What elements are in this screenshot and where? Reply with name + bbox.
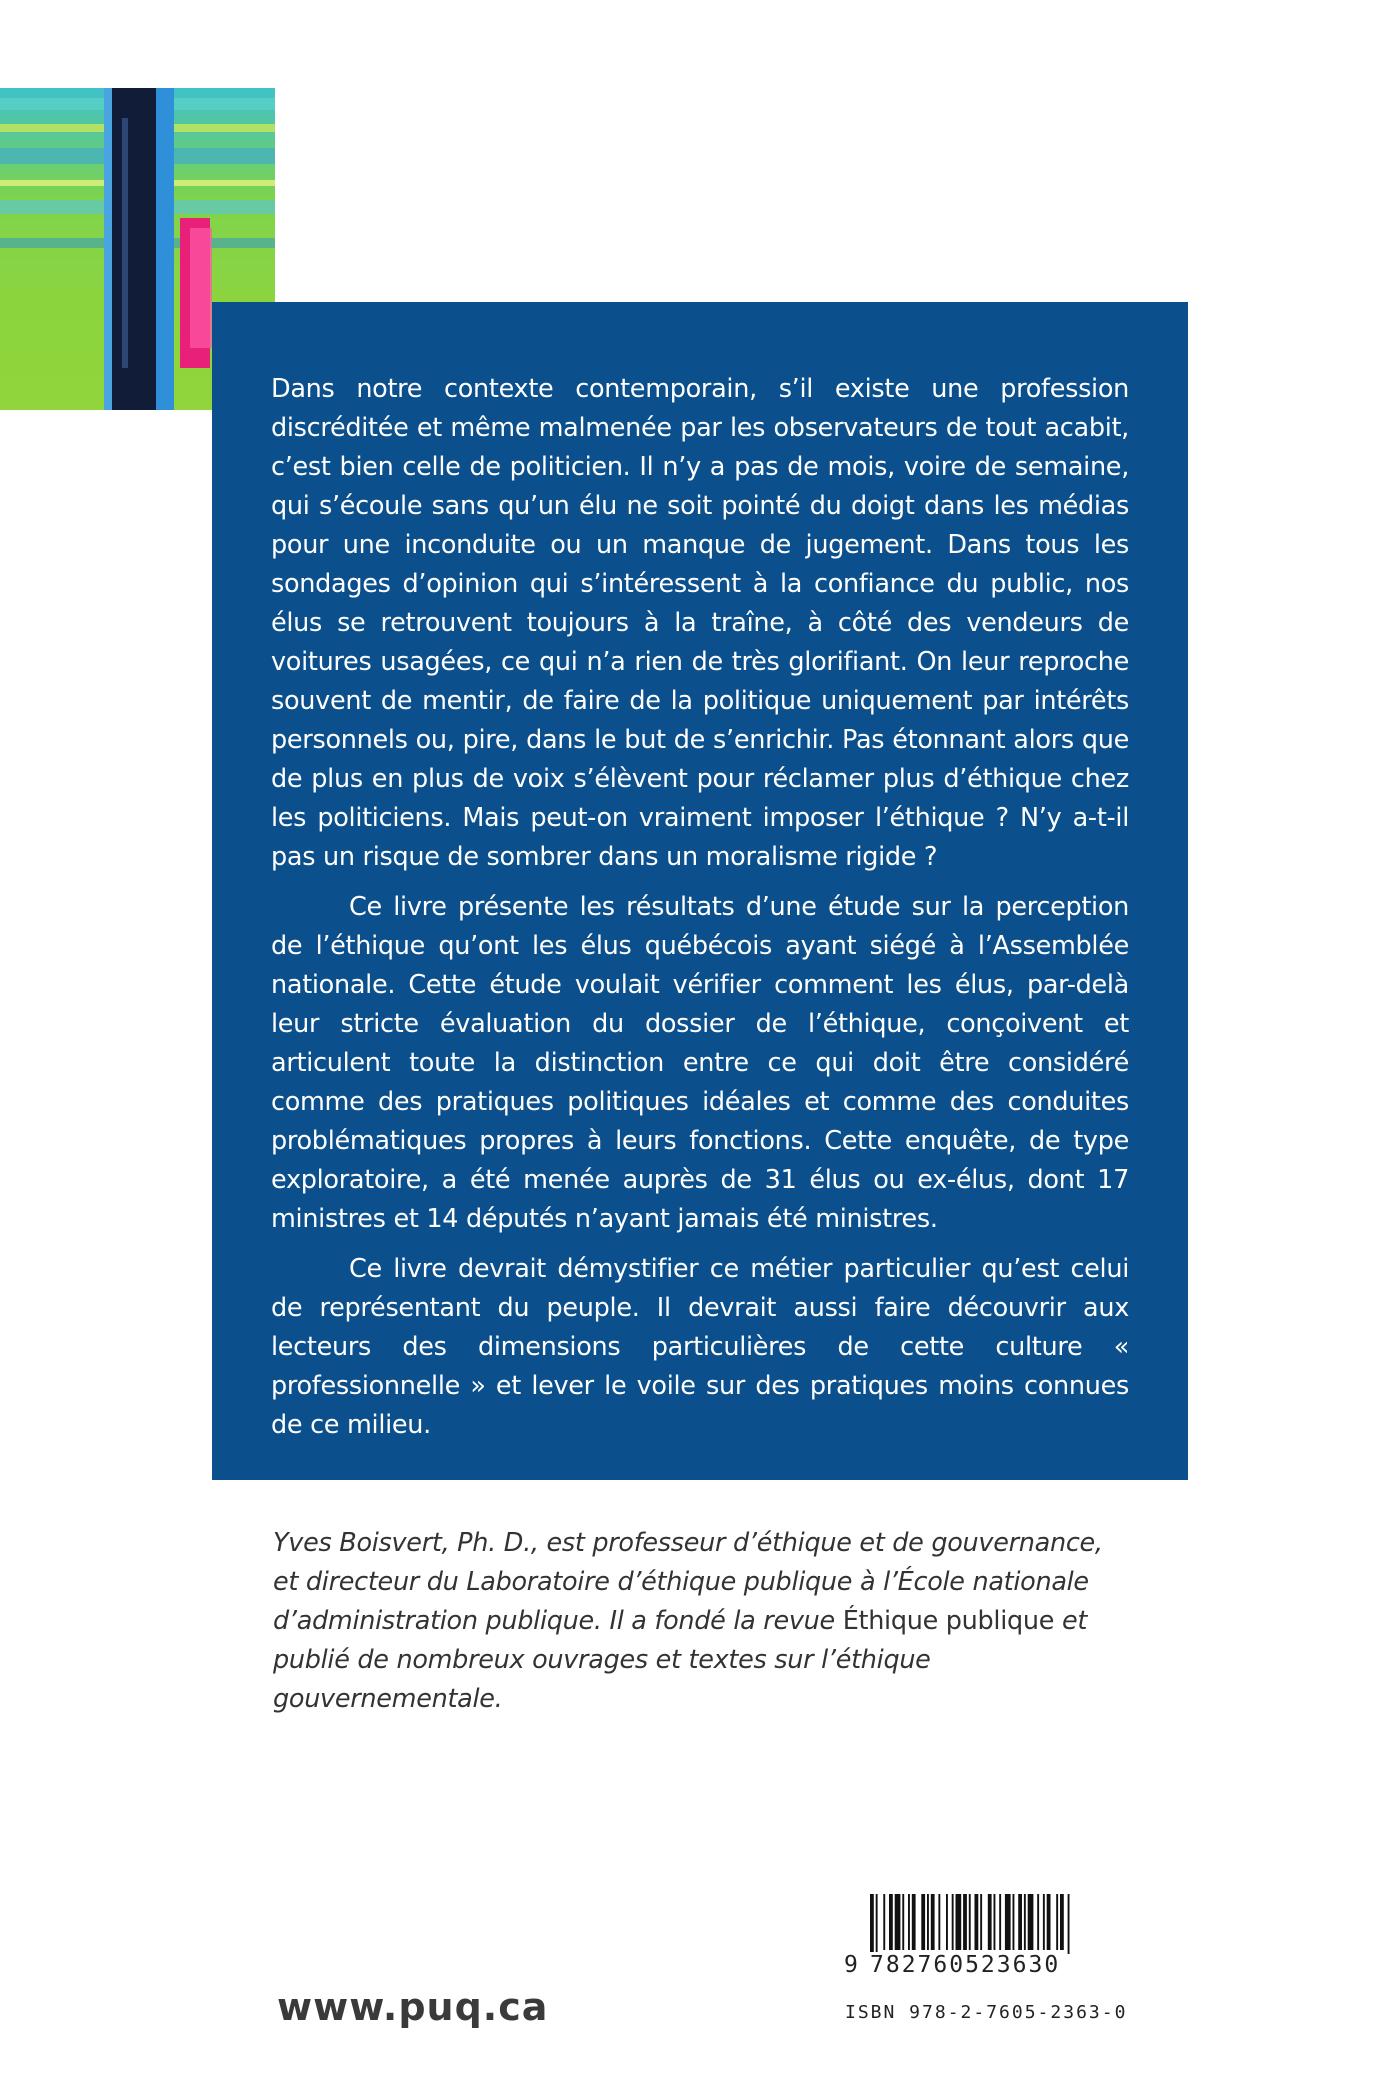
barcode-bar [1018,1894,1022,1950]
author-bio [273,1524,1133,1719]
barcode-bar [1047,1894,1051,1950]
blurb-text [271,370,1129,1456]
barcode-bar [1024,1894,1026,1950]
journal-title: Éthique publique [842,1606,1055,1636]
barcode-bar [952,1894,954,1950]
barcode-image [844,1894,1130,2004]
barcode-bar [931,1894,935,1950]
barcode-bar [938,1894,940,1950]
barcode-bar [876,1894,878,1954]
barcode-digits [844,1952,1130,1986]
barcode-bar [1060,1894,1064,1950]
barcode-bar [946,1894,948,1950]
barcode-bar [956,1894,962,1950]
barcode-bar [1043,1894,1045,1950]
barcode-bar [895,1894,901,1950]
blurb-paragraph-3: Ce livre devrait démystifier ce métier particulier qu’est celui de représentant du peuple. Il devrait aussi faire découvrir aux lecteurs des dimensions particulières de cette culture « professionnelle » et lever le voile sur des pratiques moins connues de ce milieu. [271,1254,1129,1440]
author-bio-text-2: et publié de nombreux ouvrages et textes sur l’éthique gouvernementale. [273,1606,1088,1714]
barcode-bar [908,1894,910,1950]
barcode-bar [902,1894,904,1950]
barcode-bar [975,1894,979,1950]
barcode-bar [889,1894,893,1950]
barcode-bar [1013,1894,1015,1950]
barcode-bar [927,1894,929,1950]
barcode-bar [921,1894,925,1950]
barcode-bar [988,1894,992,1950]
barcode-bar [1037,1894,1039,1950]
barcode-bar [1005,1894,1011,1950]
barcode-bar [883,1894,885,1950]
isbn-label: ISBN 978-2-7605-2363-0 [845,2002,1128,2023]
barcode-bar [980,1894,982,1950]
author-bio-text-1: Yves Boisvert, Ph. D., est professeur d’éthique et de gouvernance, et directeur du Laboratoire d’éthique publique à l’École nationale d’administration publique. Il a fondé la revue [273,1528,1103,1636]
barcode-bar [994,1894,996,1950]
barcode-bar [963,1894,967,1950]
barcode-bar [999,1894,1001,1950]
barcode-bar [870,1894,874,1954]
publisher-website[interactable]: www.puq.ca [277,1985,549,2029]
barcode-bar [1068,1894,1070,1954]
blurb-paragraph-2: Ce livre présente les résultats d’une étude sur la perception de l’éthique qu’ont les élus québécois ayant siégé à l’Assemblée nationale. Cette étude voulait vérifier comment les élus, par-delà leur stricte évaluation du dossier de l’éthique, conçoivent et articulent toute la distinction entre ce qui doit être considéré comme des pratiques politiques idéales et comme des conduites problématiques propres à leurs fonctions. Cette enquête, de type exploratoire, a été menée auprès de 31 élus ou ex-élus, dont 17 ministres et 14 députés n’ayant jamais été ministres. [271,892,1129,1234]
barcode-bar [1028,1894,1034,1950]
blurb-paragraph-1: Dans notre contexte contemporain, s’il existe une profession discréditée et même malmenée par les observateurs de tout acabit, c’est bien celle de politicien. Il n’y a pas de mois, voire de semaine, qui s’écoule sans qu’un élu ne soit pointé du doigt dans les médias pour une inconduite ou un manque de jugement. Dans tous les sondages d’opinion qui s’intéressent à la confiance du public, nos élus se retrouvent toujours à la traîne, à côté des vendeurs de voitures usagées, ce qui n’a rien de très glorifiant. On leur reproche souvent de mentir, de faire de la politique uniquement par intérêts personnels ou, pire, dans le but de s’enrichir. Pas étonnant alors que de plus en plus de voix s’élèvent pour réclamer plus d’éthique chez les politiciens. Mais peut-on vraiment imposer l’éthique ? N’y a-t-il pas un risque de sombrer dans un moralisme rigide ? [271,374,1129,872]
barcode-first-digit: 9 [844,1952,858,1978]
barcode-bar [912,1894,916,1950]
barcode-bar [1056,1894,1058,1950]
barcode-number: 782760523630 [870,1952,1061,1978]
barcode-bar [969,1894,971,1950]
